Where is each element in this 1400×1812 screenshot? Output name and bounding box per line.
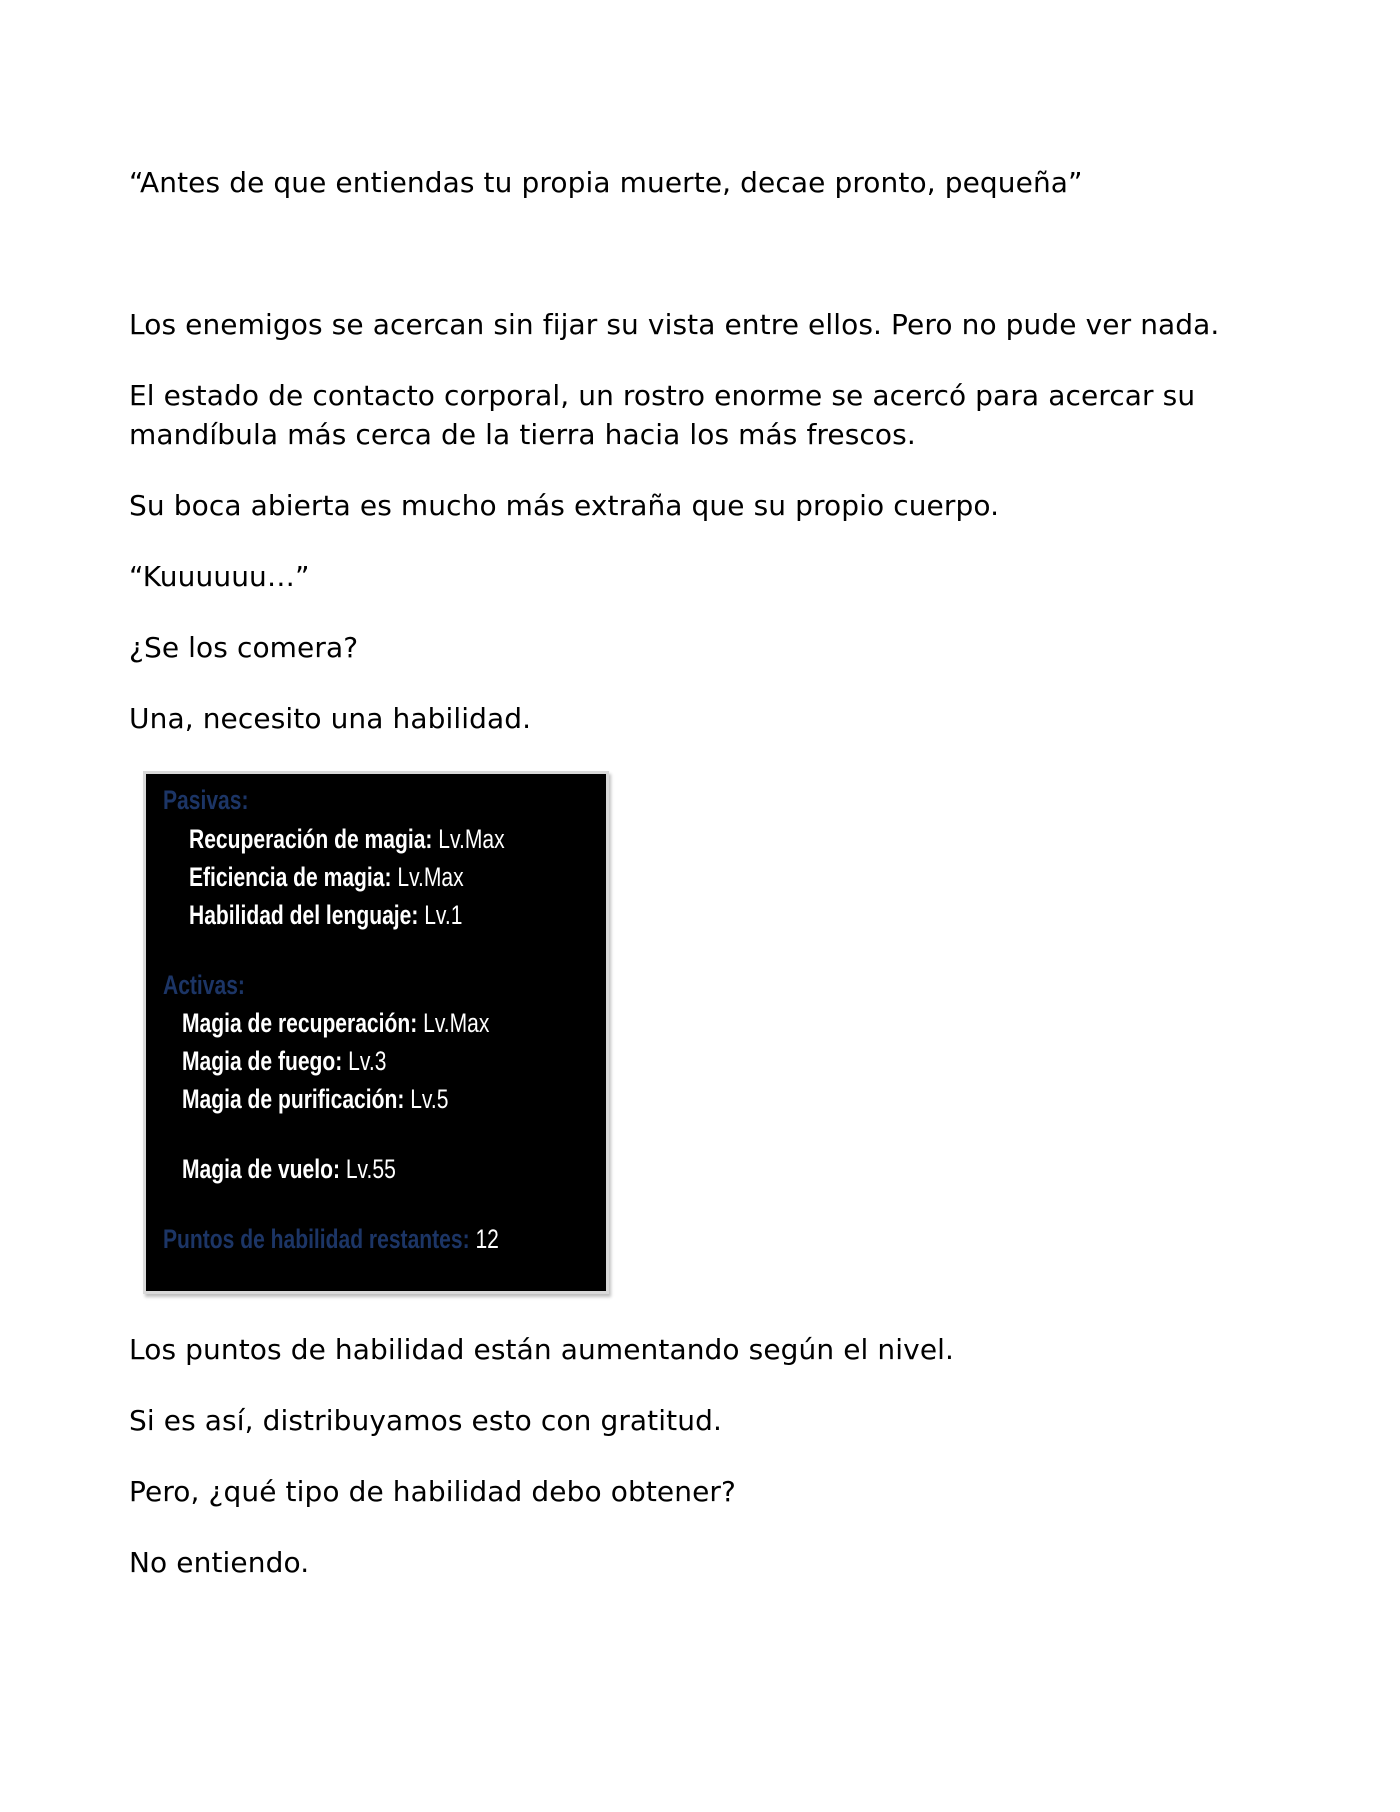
paragraph-points-increasing: Los puntos de habilidad están aumentando según el nivel. [129, 1333, 955, 1366]
paragraph-dont-understand: No entiendo. [129, 1546, 310, 1579]
paragraph-which-skill: Pero, ¿qué tipo de habilidad debo obtener? [129, 1475, 736, 1508]
remaining-points-row [163, 1223, 499, 1255]
skill-level: Lv.5 [410, 1084, 449, 1114]
remaining-points-value: 12 [475, 1224, 499, 1254]
skill-level: Lv.1 [424, 900, 463, 930]
skill-name: Eficiencia de magia: [189, 862, 392, 892]
active-skill-row [182, 1083, 448, 1115]
status-screen-panel [146, 774, 606, 1291]
active-skill-row [182, 1045, 386, 1077]
actives-section-title: Activas: [163, 970, 245, 1000]
passives-section-title: Pasivas: [163, 785, 249, 815]
skill-level: Lv.55 [345, 1154, 396, 1184]
skill-level: Lv.3 [348, 1046, 387, 1076]
skill-name: Habilidad del lenguaje: [189, 900, 419, 930]
paragraph-enemies-approach: Los enemigos se acercan sin fijar su vista entre ellos. Pero no pude ver nada. [129, 308, 1220, 341]
paragraph-body-contact: El estado de contacto corporal, un rostro enorme se acercó para acercar su mandíbula más cerca de la tierra hacia los más frescos. [129, 379, 1196, 451]
skill-level: Lv.Max [397, 862, 464, 892]
passive-skill-row [189, 823, 505, 855]
skill-name: Magia de vuelo: [182, 1154, 340, 1184]
skill-name: Recuperación de magia: [189, 824, 433, 854]
skill-name: Magia de fuego: [182, 1046, 343, 1076]
skill-level: Lv.Max [423, 1008, 490, 1038]
skill-level: Lv.Max [438, 824, 505, 854]
paragraph-kuuu: “Kuuuuuu…” [129, 560, 310, 593]
active-skill-row [182, 1007, 489, 1039]
skill-name: Magia de recuperación: [182, 1008, 418, 1038]
paragraph-need-skill: Una, necesito una habilidad. [129, 702, 532, 735]
status-screen-image [143, 771, 609, 1294]
paragraph-eat-question: ¿Se los comera? [129, 631, 359, 664]
passive-skill-row [189, 899, 462, 931]
active-skill-row [182, 1153, 396, 1185]
remaining-points-label: Puntos de habilidad restantes: [163, 1224, 470, 1254]
paragraph-quote-death: “Antes de que entiendas tu propia muerte, decae pronto, pequeña” [129, 166, 1083, 199]
skill-name: Magia de purificación: [182, 1084, 405, 1114]
passive-skill-row [189, 861, 464, 893]
paragraph-open-mouth: Su boca abierta es mucho más extraña que su propio cuerpo. [129, 489, 1000, 522]
paragraph-distribute: Si es así, distribuyamos esto con gratitud. [129, 1404, 722, 1437]
